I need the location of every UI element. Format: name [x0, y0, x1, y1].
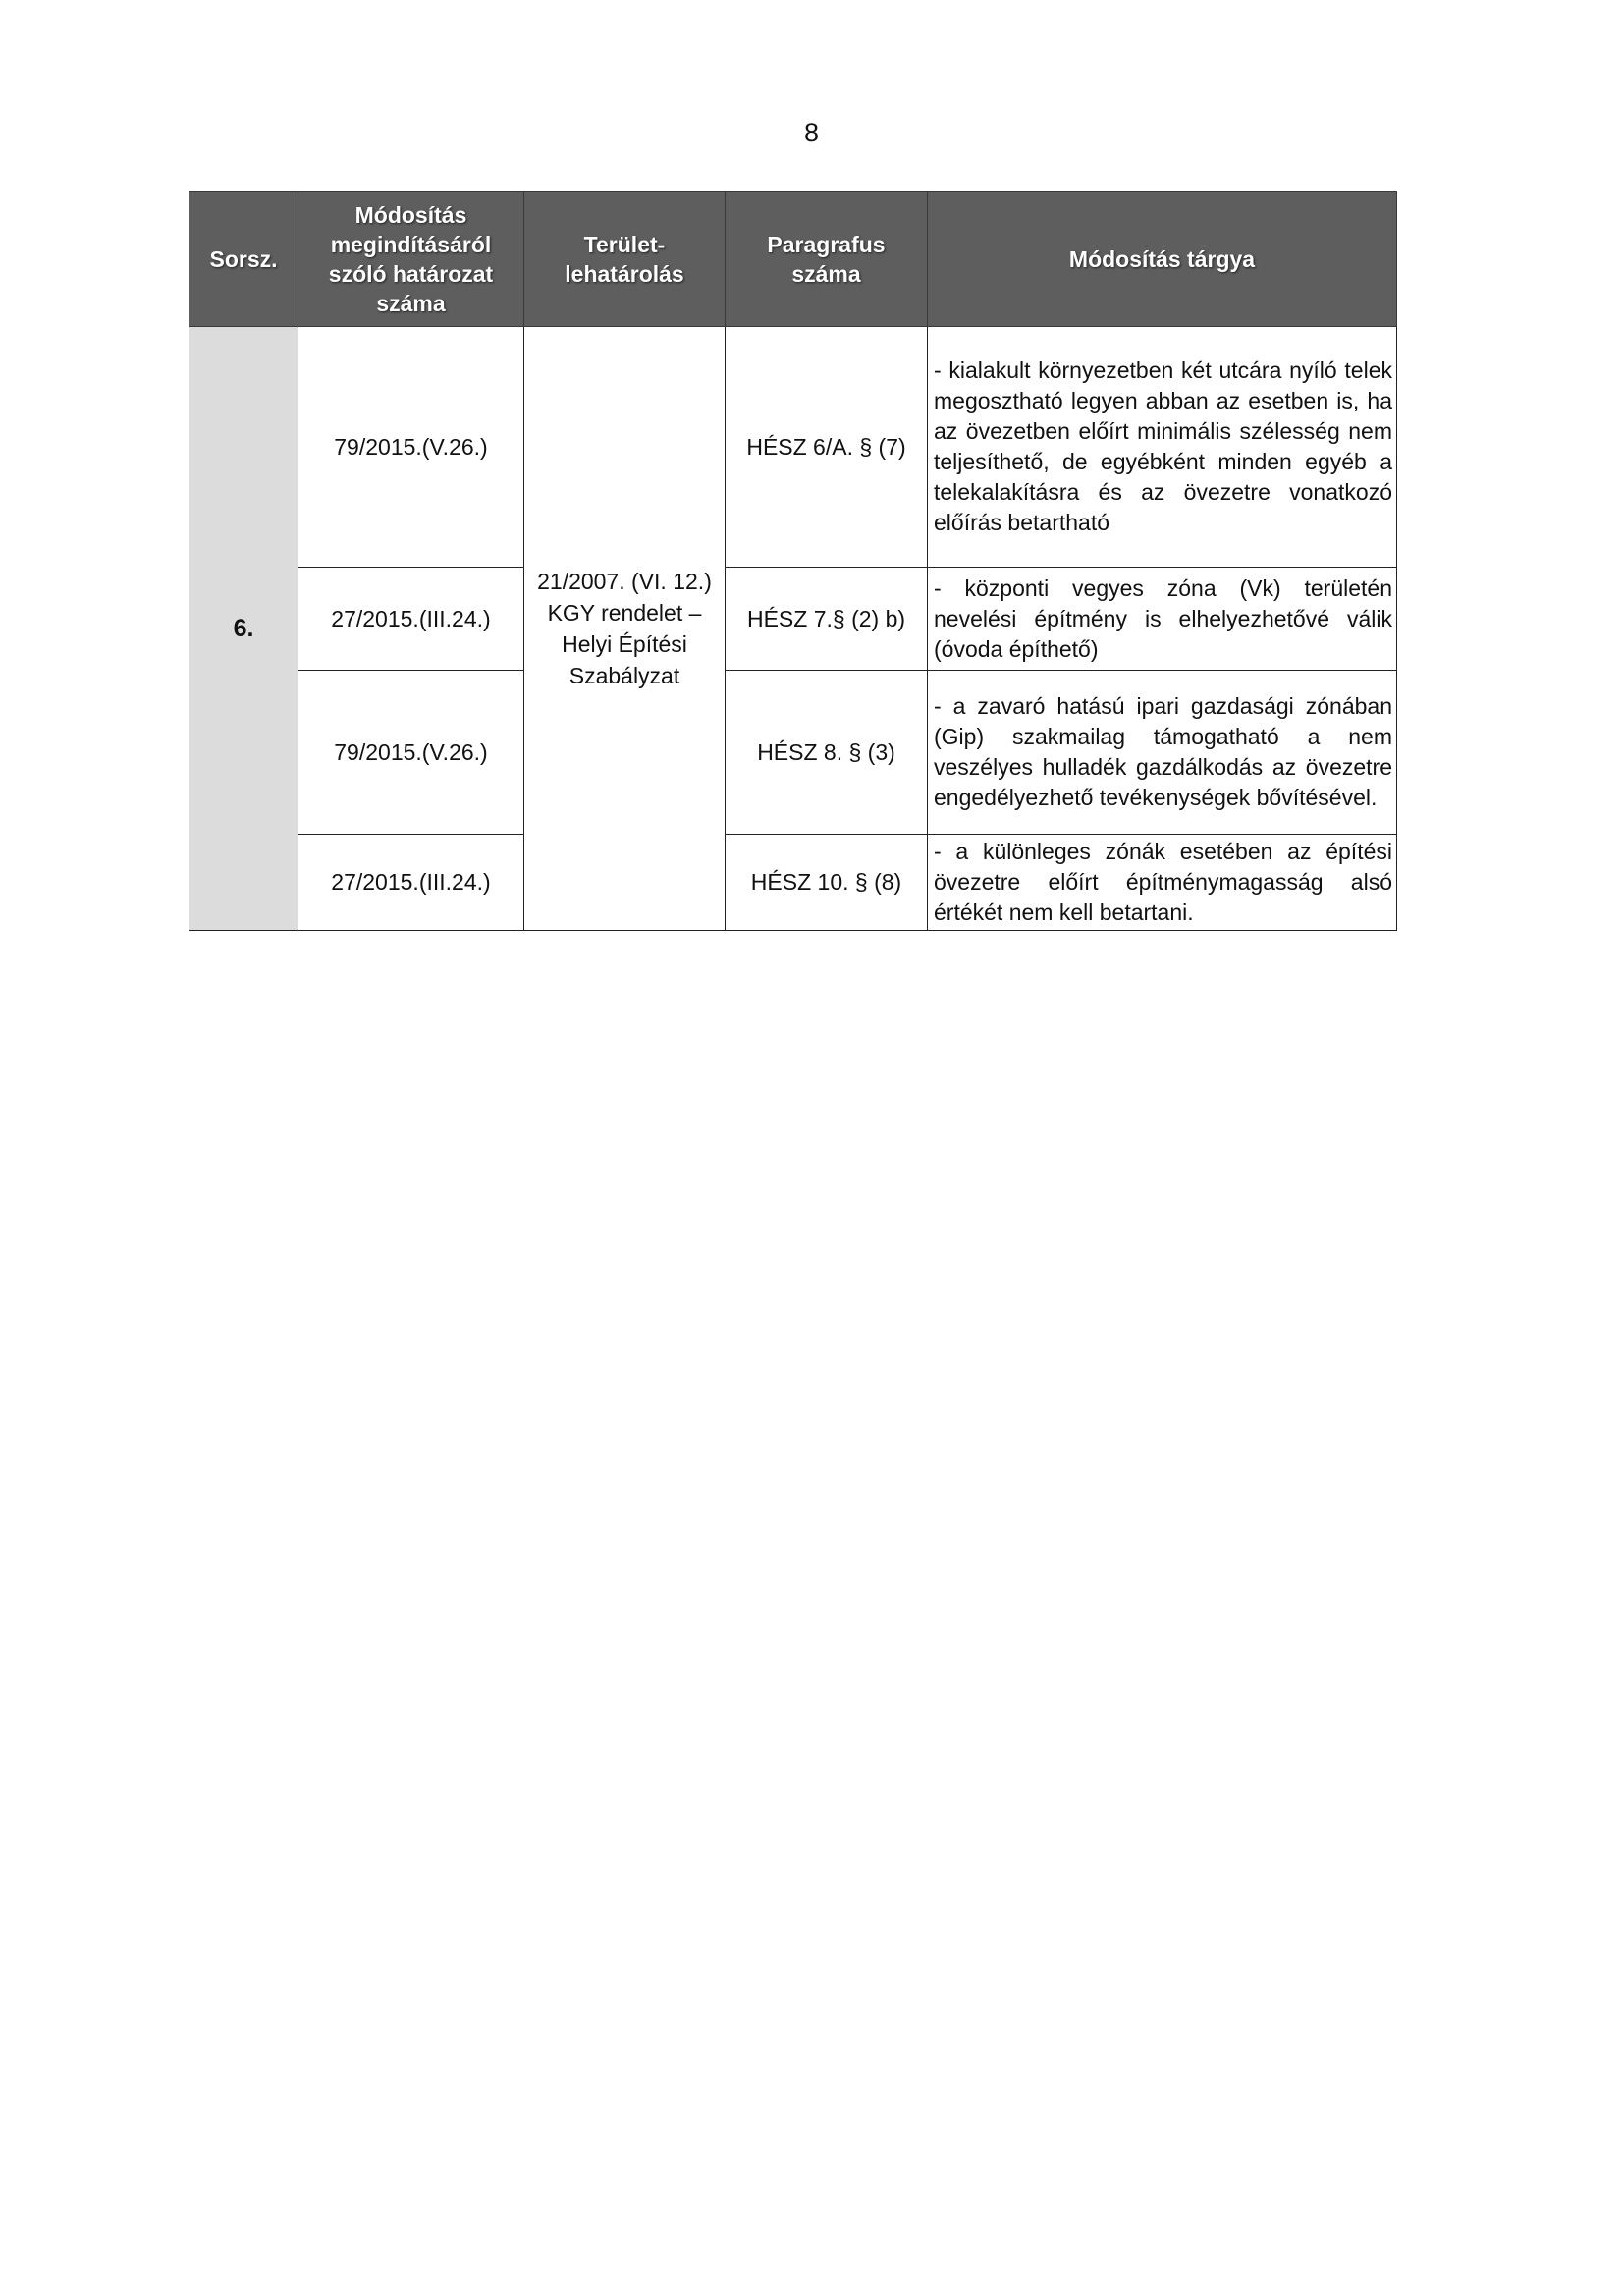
hatarozat-cell: 27/2015.(III.24.)	[298, 835, 524, 931]
table-row	[189, 327, 1397, 568]
paragrafus-cell: HÉSZ 8. § (3)	[726, 671, 928, 835]
sorsz-cell: 6.	[189, 327, 298, 931]
hatarozat-cell: 27/2015.(III.24.)	[298, 568, 524, 671]
page-number: 8	[803, 118, 820, 147]
table-row	[189, 835, 1397, 931]
targy-cell: - a különleges zónák esetében az építési övezetre előírt építménymagasság alsó értékét nem kell betartani.	[928, 835, 1397, 931]
table-row	[189, 568, 1397, 671]
header-targy: Módosítás tárgya	[928, 192, 1397, 327]
targy-cell: - a zavaró hatású ipari gazdasági zónában (Gip) szakmailag támogatható a nem veszélyes hulladék gazdálkodás az övezetre engedélyezhető tevékenységek bővítésével.	[928, 671, 1397, 835]
header-sorsz: Sorsz.	[189, 192, 298, 327]
paragrafus-cell: HÉSZ 10. § (8)	[726, 835, 928, 931]
table-row	[189, 671, 1397, 835]
targy-cell: - kialakult környezetben két utcára nyíló telek megosztható legyen abban az esetben is, ha az övezetben előírt minimális szélesség nem teljesíthető, de egyébként minden egyéb a telekalakításra és az övezetre vonatkozó előírás betartható	[928, 327, 1397, 568]
header-terulet: Terület-lehatárolás	[524, 192, 726, 327]
paragrafus-cell: HÉSZ 7.§ (2) b)	[726, 568, 928, 671]
header-hatarozat: Módosítás megindításáról szóló határozat száma	[298, 192, 524, 327]
table-header-row	[189, 192, 1397, 327]
header-paragrafus: Paragrafus száma	[726, 192, 928, 327]
hatarozat-cell: 79/2015.(V.26.)	[298, 327, 524, 568]
hatarozat-cell: 79/2015.(V.26.)	[298, 671, 524, 835]
terulet-cell: 21/2007. (VI. 12.) KGY rendelet – Helyi Építési Szabályzat	[524, 327, 726, 931]
targy-cell: - központi vegyes zóna (Vk) területén nevelési építmény is elhelyezhetővé válik (óvoda építhető)	[928, 568, 1397, 671]
modification-table	[189, 191, 1397, 931]
paragrafus-cell: HÉSZ 6/A. § (7)	[726, 327, 928, 568]
